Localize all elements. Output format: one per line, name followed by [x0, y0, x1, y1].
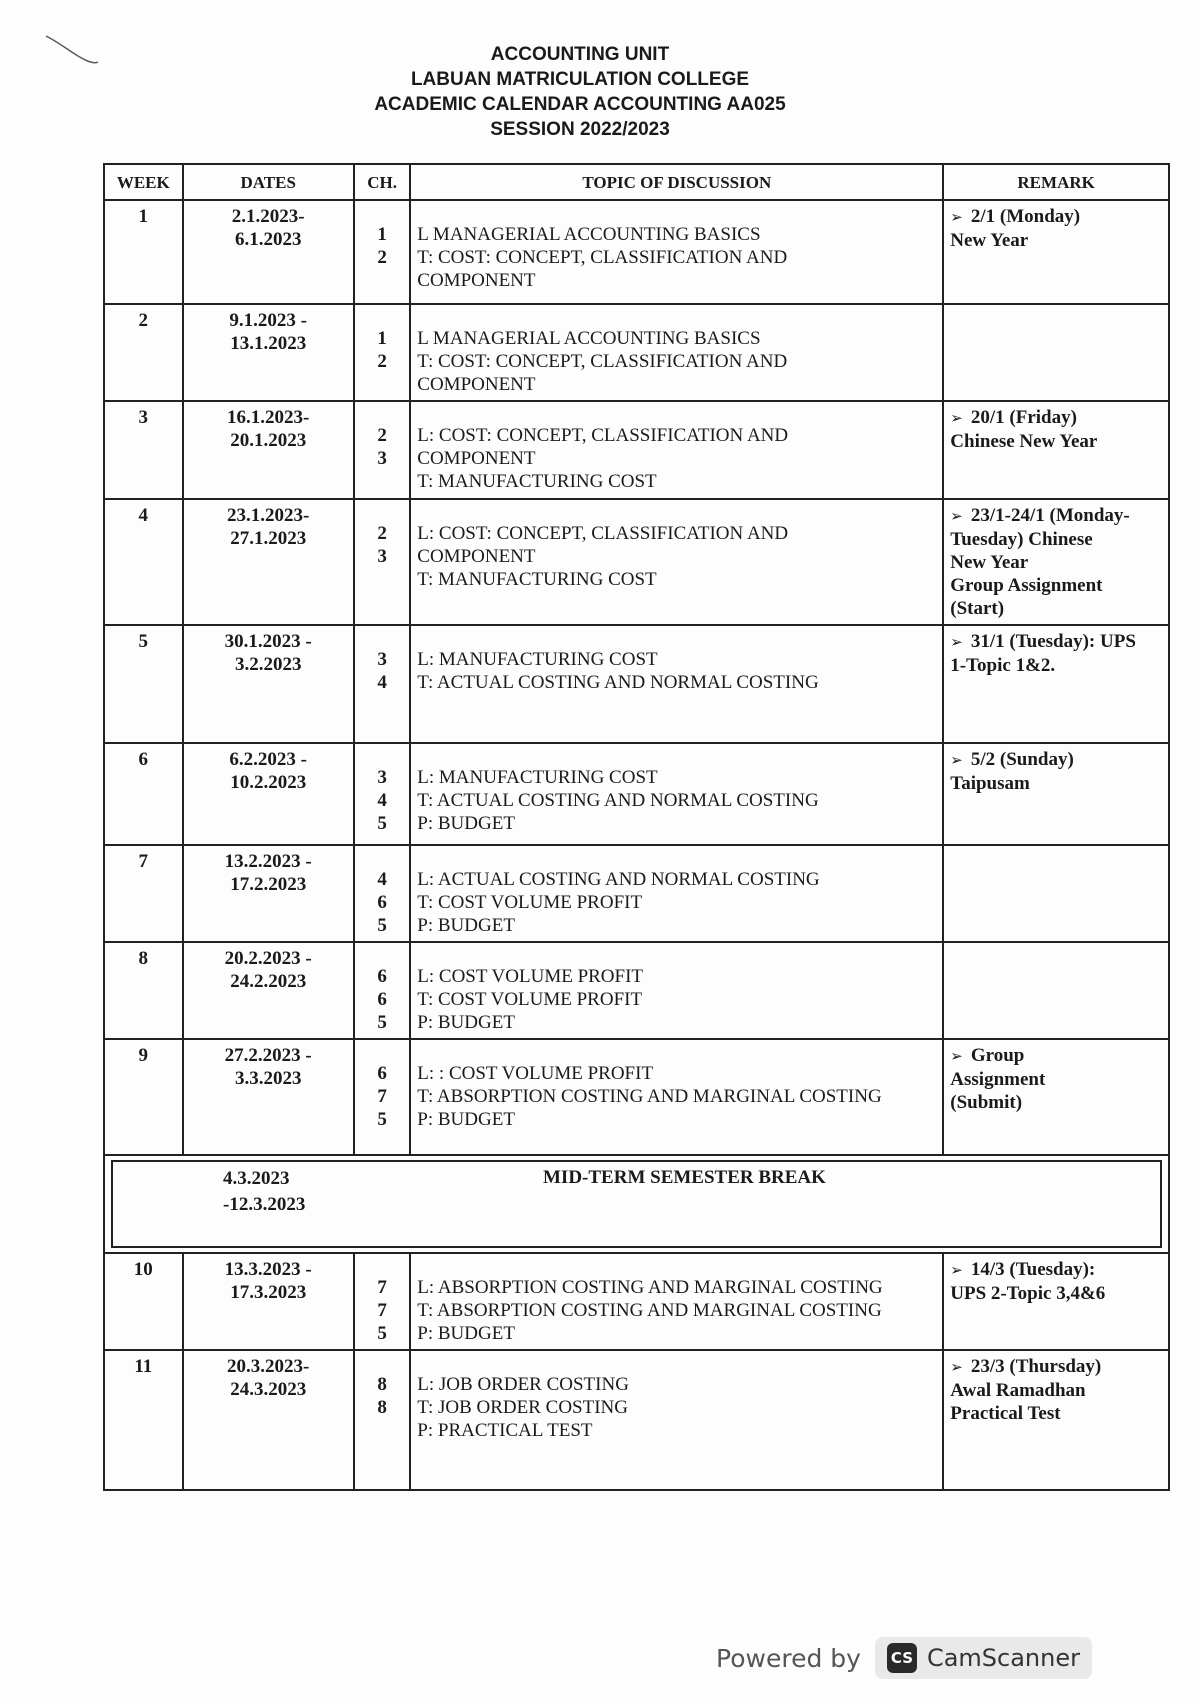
date-to: 3.3.2023 [234, 1068, 302, 1089]
remark-text: Group [970, 1045, 1025, 1066]
date-from: 9.1.2023 - [229, 310, 307, 331]
topic-cell [410, 942, 943, 1039]
college-title: LABUAN MATRICULATION COLLEGE [410, 69, 750, 90]
topic-line: L: JOB ORDER COSTING [417, 1374, 629, 1395]
topic-line: T: MANUFACTURING COST [417, 471, 657, 492]
col-ch-header: CH. [354, 164, 410, 200]
topic-line: P: BUDGET [417, 1323, 515, 1344]
topic-line: L: ABSORPTION COSTING AND MARGINAL COSTING [417, 1277, 883, 1298]
remark-cell [943, 1350, 1169, 1490]
table-header-row [104, 164, 1169, 200]
topic-line: COMPONENT [417, 374, 536, 395]
chapter-number: 3 [377, 546, 387, 567]
topic-cell [410, 743, 943, 845]
date-to: 20.1.2023 [230, 430, 307, 451]
chapter-number: 6 [377, 966, 387, 987]
dates-cell [183, 1350, 354, 1490]
calendar-table [103, 163, 1170, 1491]
topic-line: T: COST: CONCEPT, CLASSIFICATION AND [417, 351, 788, 372]
remark-text: Assignment [950, 1069, 1046, 1090]
remark-text: UPS 2-Topic 3,4&6 [950, 1283, 1106, 1304]
remark-line [950, 1091, 1162, 1114]
remark-line [950, 406, 1162, 430]
topic-cell [410, 401, 943, 499]
date-from: 27.2.2023 - [224, 1045, 312, 1066]
week-cell: 2 [104, 304, 183, 401]
arrow-bullet-icon: ➢ [950, 751, 963, 769]
table-row [104, 304, 1169, 401]
topic-line: COMPONENT [417, 270, 536, 291]
chapter-number: 1 [377, 224, 387, 245]
chapter-cell [354, 499, 410, 625]
remark-text: Awal Ramadhan [950, 1380, 1086, 1401]
week-cell: 1 [104, 200, 183, 304]
table-row [104, 401, 1169, 499]
topic-cell [410, 1039, 943, 1155]
session-title: SESSION 2022/2023 [490, 119, 670, 140]
chapter-number: 1 [377, 328, 387, 349]
document-header [300, 42, 860, 142]
date-to: 6.1.2023 [234, 229, 302, 250]
remark-line [950, 574, 1162, 597]
topic-line: T: COST VOLUME PROFIT [417, 892, 643, 913]
week-cell: 7 [104, 845, 183, 942]
powered-by-label: Powered by [716, 1643, 861, 1673]
chapter-number: 2 [377, 523, 387, 544]
chapter-cell [354, 200, 410, 304]
chapter-cell [354, 1253, 410, 1350]
table-row [104, 743, 1169, 845]
remark-line [950, 205, 1162, 229]
date-from: 20.3.2023- [227, 1356, 310, 1377]
chapter-number: 8 [377, 1397, 387, 1418]
arrow-bullet-icon: ➢ [950, 1358, 963, 1376]
col-dates-header: DATES [183, 164, 354, 200]
topic-line: T: JOB ORDER COSTING [417, 1397, 628, 1418]
col-remark-header: REMARK [943, 164, 1169, 200]
date-from: 16.1.2023- [227, 407, 310, 428]
remark-text: 5/2 (Sunday) [970, 749, 1074, 770]
remark-cell [943, 743, 1169, 845]
remark-text: Taipusam [950, 773, 1030, 794]
remark-text: 23/3 (Thursday) [970, 1356, 1102, 1377]
chapter-number: 7 [377, 1300, 387, 1321]
calendar-title: ACADEMIC CALENDAR ACCOUNTING AA025 [374, 94, 786, 115]
date-from: 13.2.2023 - [224, 851, 312, 872]
topic-line: P: PRACTICAL TEST [417, 1420, 593, 1441]
dates-cell [183, 200, 354, 304]
remark-line [950, 1379, 1162, 1402]
topic-line: P: BUDGET [417, 1012, 515, 1033]
remark-line [950, 1355, 1162, 1379]
remark-text: New Year [950, 552, 1029, 573]
remark-line [950, 504, 1162, 528]
topic-line: COMPONENT [417, 448, 536, 469]
date-from: 20.2.2023 - [224, 948, 312, 969]
camscanner-logo-icon: CS [887, 1643, 917, 1673]
date-to: 13.1.2023 [230, 333, 307, 354]
rows-before-break [104, 200, 1169, 1155]
unit-title: ACCOUNTING UNIT [490, 44, 670, 65]
remark-text: 31/1 (Tuesday): UPS [970, 631, 1136, 652]
remark-cell [943, 499, 1169, 625]
date-to: 3.2.2023 [234, 654, 302, 675]
chapter-number: 5 [377, 915, 387, 936]
chapter-number: 6 [377, 1063, 387, 1084]
topic-line: P: BUDGET [417, 813, 515, 834]
chapter-cell [354, 743, 410, 845]
arrow-bullet-icon: ➢ [950, 409, 963, 427]
remark-line [950, 528, 1162, 551]
chapter-cell [354, 942, 410, 1039]
remark-text: 14/3 (Tuesday): [970, 1259, 1096, 1280]
topic-line: T: COST VOLUME PROFIT [417, 989, 643, 1010]
dates-cell [183, 304, 354, 401]
chapter-number: 3 [377, 649, 387, 670]
week-cell: 11 [104, 1350, 183, 1490]
chapter-number: 4 [377, 869, 387, 890]
table-row [104, 845, 1169, 942]
remark-cell [943, 845, 1169, 942]
topic-line: T: ACTUAL COSTING AND NORMAL COSTING [417, 672, 819, 693]
remark-text: 1-Topic 1&2. [950, 655, 1056, 676]
topic-line: T: MANUFACTURING COST [417, 569, 657, 590]
chapter-number: 5 [377, 1012, 387, 1033]
dates-cell [183, 845, 354, 942]
chapter-number: 7 [377, 1086, 387, 1107]
dates-cell [183, 1253, 354, 1350]
camscanner-badge [875, 1637, 1092, 1679]
week-cell: 10 [104, 1253, 183, 1350]
break-dates [223, 1166, 305, 1218]
chapter-number: 7 [377, 1277, 387, 1298]
dates-cell [183, 625, 354, 743]
remark-line [950, 772, 1162, 795]
week-cell: 4 [104, 499, 183, 625]
chapter-number: 3 [377, 448, 387, 469]
table-row [104, 1253, 1169, 1350]
topic-line: L: COST VOLUME PROFIT [417, 966, 644, 987]
col-week-header: WEEK [104, 164, 183, 200]
date-from: 30.1.2023 - [224, 631, 312, 652]
date-to: 24.3.2023 [230, 1379, 307, 1400]
remark-line [950, 1044, 1162, 1068]
table-row [104, 942, 1169, 1039]
remark-line [950, 597, 1162, 620]
pen-mark [44, 32, 100, 68]
chapter-number: 5 [377, 1323, 387, 1344]
break-box [111, 1160, 1162, 1248]
remark-line [950, 1402, 1162, 1425]
topic-line: L: MANUFACTURING COST [417, 767, 658, 788]
chapter-number: 4 [377, 790, 387, 811]
topic-cell [410, 845, 943, 942]
chapter-cell [354, 1350, 410, 1490]
dates-cell [183, 401, 354, 499]
chapter-number: 2 [377, 247, 387, 268]
week-cell: 9 [104, 1039, 183, 1155]
chapter-number: 6 [377, 892, 387, 913]
break-title: MID-TERM SEMESTER BREAK [543, 1167, 826, 1188]
topic-cell [410, 1253, 943, 1350]
date-to: 24.2.2023 [230, 971, 307, 992]
week-cell: 5 [104, 625, 183, 743]
chapter-cell [354, 625, 410, 743]
break-row [104, 1155, 1169, 1253]
remark-text: (Start) [950, 598, 1005, 619]
remark-text: Group Assignment [950, 575, 1103, 596]
table-row [104, 625, 1169, 743]
date-to: 17.3.2023 [230, 1282, 307, 1303]
remark-text: New Year [950, 230, 1029, 251]
break-date-to: -12.3.2023 [223, 1194, 306, 1215]
remark-line [950, 1068, 1162, 1091]
arrow-bullet-icon: ➢ [950, 208, 963, 226]
topic-line: L: : COST VOLUME PROFIT [417, 1063, 654, 1084]
week-cell: 6 [104, 743, 183, 845]
remark-line [950, 430, 1162, 453]
remark-text: 23/1-24/1 (Monday- [970, 505, 1130, 526]
topic-line: P: BUDGET [417, 915, 515, 936]
remark-text: Practical Test [950, 1403, 1061, 1424]
topic-line: L: ACTUAL COSTING AND NORMAL COSTING [417, 869, 820, 890]
arrow-bullet-icon: ➢ [950, 507, 963, 525]
remark-line [950, 654, 1162, 677]
col-topic-header: TOPIC OF DISCUSSION [410, 164, 943, 200]
chapter-number: 2 [377, 425, 387, 446]
remark-text: 20/1 (Friday) [970, 407, 1077, 428]
remark-line [950, 229, 1162, 252]
topic-cell [410, 304, 943, 401]
arrow-bullet-icon: ➢ [950, 1261, 963, 1279]
remark-cell [943, 942, 1169, 1039]
date-from: 6.2.2023 - [229, 749, 307, 770]
topic-cell [410, 499, 943, 625]
chapter-number: 5 [377, 813, 387, 834]
topic-line: L: MANUFACTURING COST [417, 649, 658, 670]
remark-cell [943, 625, 1169, 743]
date-from: 23.1.2023- [227, 505, 310, 526]
topic-line: T: ACTUAL COSTING AND NORMAL COSTING [417, 790, 819, 811]
rows-after-break [104, 1253, 1169, 1490]
chapter-number: 8 [377, 1374, 387, 1395]
remark-line [950, 1282, 1162, 1305]
remark-cell [943, 200, 1169, 304]
remark-text: (Submit) [950, 1092, 1023, 1113]
date-from: 13.3.2023 - [224, 1259, 312, 1280]
remark-text: 2/1 (Monday) [970, 206, 1081, 227]
topic-line: P: BUDGET [417, 1109, 515, 1130]
break-section [104, 1155, 1169, 1253]
topic-cell [410, 200, 943, 304]
date-from: 2.1.2023- [231, 206, 305, 227]
topic-line: L: COST: CONCEPT, CLASSIFICATION AND [417, 425, 789, 446]
remark-line [950, 630, 1162, 654]
chapter-number: 3 [377, 767, 387, 788]
dates-cell [183, 743, 354, 845]
topic-line: L MANAGERIAL ACCOUNTING BASICS [417, 224, 761, 245]
chapter-cell [354, 401, 410, 499]
topic-cell [410, 625, 943, 743]
chapter-cell [354, 845, 410, 942]
table-row [104, 1350, 1169, 1490]
topic-line: L: COST: CONCEPT, CLASSIFICATION AND [417, 523, 789, 544]
remark-text: Chinese New Year [950, 431, 1098, 452]
table-row [104, 1039, 1169, 1155]
date-to: 17.2.2023 [230, 874, 307, 895]
break-date-from: 4.3.2023 [223, 1168, 290, 1189]
chapter-cell [354, 1039, 410, 1155]
remark-line [950, 551, 1162, 574]
dates-cell [183, 942, 354, 1039]
topic-line: T: COST: CONCEPT, CLASSIFICATION AND [417, 247, 788, 268]
dates-cell [183, 499, 354, 625]
topic-line: COMPONENT [417, 546, 536, 567]
topic-line: T: ABSORPTION COSTING AND MARGINAL COSTING [417, 1086, 882, 1107]
remark-cell [943, 304, 1169, 401]
chapter-number: 5 [377, 1109, 387, 1130]
arrow-bullet-icon: ➢ [950, 633, 963, 651]
arrow-bullet-icon: ➢ [950, 1047, 963, 1065]
chapter-number: 4 [377, 672, 387, 693]
dates-cell [183, 1039, 354, 1155]
week-cell: 3 [104, 401, 183, 499]
camscanner-brand: CamScanner [926, 1644, 1080, 1672]
remark-cell [943, 401, 1169, 499]
chapter-number: 2 [377, 351, 387, 372]
chapter-cell [354, 304, 410, 401]
remark-cell [943, 1253, 1169, 1350]
table-row [104, 499, 1169, 625]
remark-line [950, 1258, 1162, 1282]
remark-line [950, 748, 1162, 772]
topic-line: L MANAGERIAL ACCOUNTING BASICS [417, 328, 761, 349]
remark-text: Tuesday) Chinese [950, 529, 1093, 550]
week-cell: 8 [104, 942, 183, 1039]
camscanner-watermark [716, 1632, 1092, 1684]
date-to: 27.1.2023 [230, 528, 307, 549]
date-to: 10.2.2023 [230, 772, 307, 793]
remark-cell [943, 1039, 1169, 1155]
topic-cell [410, 1350, 943, 1490]
topic-line: T: ABSORPTION COSTING AND MARGINAL COSTING [417, 1300, 882, 1321]
table-row [104, 200, 1169, 304]
chapter-number: 6 [377, 989, 387, 1010]
